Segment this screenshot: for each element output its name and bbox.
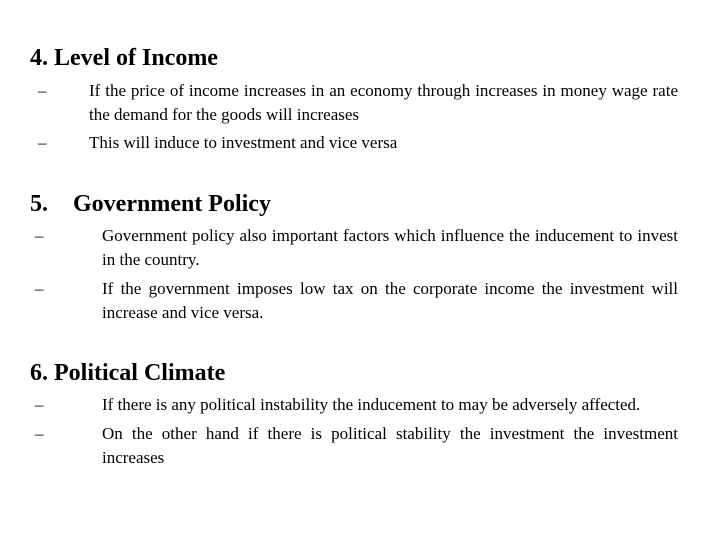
bullet-text: If the government imposes low tax on the corporate income the investment will increase and vice versa. bbox=[102, 279, 678, 322]
list-item bbox=[38, 131, 678, 155]
section-title: Political Climate bbox=[54, 360, 226, 386]
list-item bbox=[35, 277, 678, 325]
list-item bbox=[38, 79, 678, 127]
section-number: 4. bbox=[30, 45, 48, 71]
bullet-list-level-of-income bbox=[38, 79, 678, 155]
section-number: 6. bbox=[30, 360, 48, 386]
bullet-list-political-climate bbox=[35, 393, 678, 470]
bullet-dash-icon: – bbox=[35, 226, 44, 245]
section-heading-political-climate bbox=[30, 359, 225, 387]
list-item bbox=[35, 422, 678, 470]
bullet-dash-icon: – bbox=[35, 424, 44, 443]
section-title: Government Policy bbox=[73, 191, 271, 217]
section-heading-level-of-income bbox=[30, 44, 218, 72]
bullet-text: If the price of income increases in an economy through increases in money wage rate the demand for the goods will increases bbox=[89, 81, 678, 124]
list-item bbox=[35, 224, 678, 272]
bullet-list-government-policy bbox=[35, 224, 678, 325]
bullet-dash-icon: – bbox=[35, 279, 44, 298]
section-title: Level of Income bbox=[54, 45, 218, 71]
list-item bbox=[35, 393, 678, 417]
bullet-text: Government policy also important factors which influence the inducement to invest in the country. bbox=[102, 226, 678, 269]
bullet-dash-icon: – bbox=[38, 133, 47, 152]
section-heading-government-policy bbox=[30, 190, 271, 218]
bullet-text: This will induce to investment and vice versa bbox=[89, 133, 398, 152]
section-number: 5. bbox=[30, 191, 48, 217]
bullet-text: On the other hand if there is political stability the investment the investment increases bbox=[102, 424, 678, 467]
bullet-text: If there is any political instability the inducement to may be adversely affected. bbox=[102, 395, 641, 414]
bullet-dash-icon: – bbox=[38, 81, 47, 100]
bullet-dash-icon: – bbox=[35, 395, 44, 414]
